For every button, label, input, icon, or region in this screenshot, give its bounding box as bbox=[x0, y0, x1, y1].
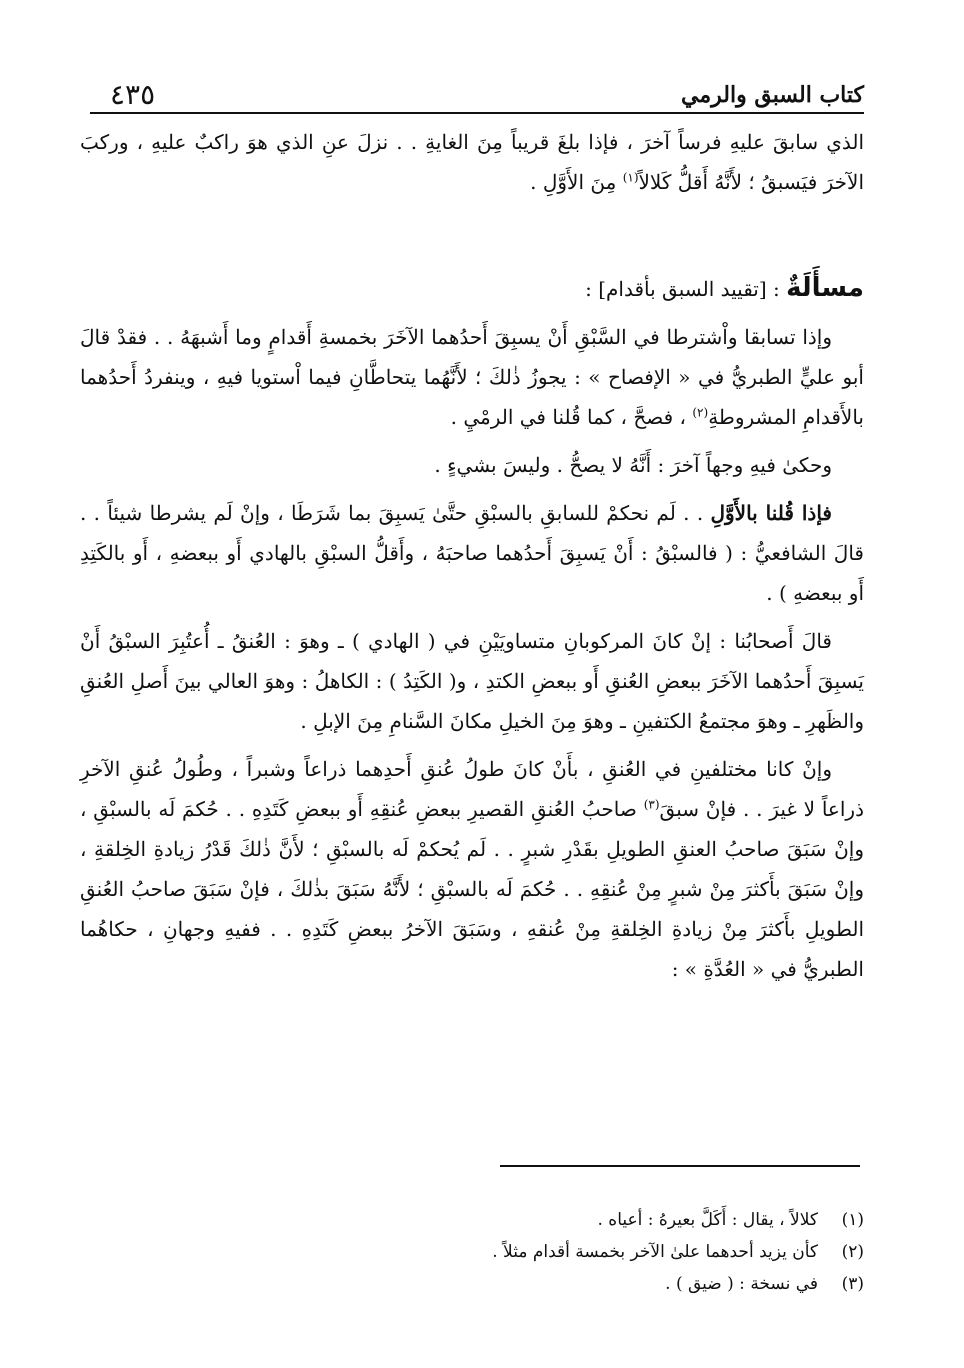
paragraph bbox=[80, 749, 864, 989]
footnote-rule bbox=[500, 1165, 860, 1167]
footnote-number: (٢) bbox=[841, 1242, 864, 1262]
paragraph-text: . . لَم نحكمْ للسابقِ بالسبْقِ حتَّىٰ يَسبِقَ بما شَرَطَا ، وإنْ لَم يشرطا شيئاً . . قالَ الشافعيُّ : ( فالسبْقُ : أَنْ يَسبِقَ أَحدُهما صاحبَهُ ، وأَقلُّ السبْقِ بالهادي أَو ببعضهِ ، أَو بالكَتِدِ أَو ببعضهِ ) . bbox=[80, 501, 864, 605]
paragraph-text: وإنْ كانا مختلفينِ في العُنقِ ، بأَنْ كانَ طولُ عُنقِ أَحدِهما ذراعاً وشبراً ، وطُولُ عُنقِ الآخرِ ذراعاً لا غيرَ . . فإنْ سبقَ bbox=[80, 757, 864, 821]
paragraph-continuation bbox=[80, 122, 864, 202]
footnote bbox=[300, 1236, 864, 1268]
footnote-ref: (١) bbox=[622, 170, 639, 185]
running-title: كتاب السبق والرمي bbox=[681, 82, 864, 108]
header-rule bbox=[90, 112, 864, 114]
footnote-text: كأن يزيد أحدهما علىٰ الآخر بخمسة أقدام مثلاً . bbox=[492, 1242, 818, 1262]
paragraph-text: الذي سابقَ عليهِ فرساً آخرَ ، فإذا بلغَ قريباً مِنَ الغايةِ . . نزلَ عنِ الذي هوَ راكبٌ عليهِ ، وركبَ الآخرَ فيَسبقُ ؛ لأَنَّهُ أَقلُّ كَلالاً bbox=[80, 130, 864, 194]
footnote-ref: (٢) bbox=[692, 405, 709, 420]
paragraph bbox=[80, 493, 864, 613]
footnote-number: (٣) bbox=[841, 1274, 864, 1294]
page-number: ٤٣٥ bbox=[110, 78, 156, 111]
paragraph-text: وإذا تسابقا واْشترطا في السَّبْقِ أَنْ يسبِقَ أَحدُهما الآخَرَ بخمسةِ أَقدامٍ وما أَشبهَهُ . . فقدْ قالَ أبو عليٍّ الطبريُّ في « الإفصاح » : يجوزُ ذٰلكَ ؛ لأَنَّهُما يتحاطَّانِ فيما اْستويا فيهِ ، وينفردُ أَحدُهما بالأَقدامِ المشروطةِ bbox=[80, 325, 864, 429]
paragraph bbox=[80, 317, 864, 437]
page-header bbox=[100, 72, 864, 112]
masala-word: مسأَلَةٌ bbox=[786, 273, 864, 303]
footnote bbox=[300, 1204, 864, 1236]
paragraph-text-end: ، فصحَّ ، كما قُلنا في الرمْيِ . bbox=[450, 405, 693, 429]
footnote-text: في نسخة : ( ضيق ) . bbox=[665, 1274, 818, 1294]
footnote-text: كلالاً ، يقال : أَكَلَّ بعيرهُ : أعياه . bbox=[597, 1210, 818, 1230]
paragraph: وحكىٰ فيهِ وجهاً آخرَ : أَنَّهُ لا يصحُّ . وليسَ بشيءٍ . bbox=[434, 453, 832, 477]
footnote-ref: (٣) bbox=[643, 797, 660, 812]
paragraph: قالَ أَصحابُنا : إنْ كانَ المركوبانِ متساويَيْنِ في ( الهادي ) ـ وهوَ : العُنقُ ـ أُعتُبِرَ السبْقُ أَنْ يَسبِقَ أَحدُهما الآخَرَ ببعضِ العُنقِ أَو ببعضِ الكتدِ ، و( الكَتِدُ ) : الكاهلُ : وهوَ العالي بينَ أَصلِ العُنقِ والظَهرِ ـ وهوَ مجتمعُ الكتفينِ ـ وهوَ مِنَ الخيلِ مكانَ السَّنامِ مِنَ الإبلِ . bbox=[80, 629, 864, 733]
main-text bbox=[80, 122, 864, 989]
footnote bbox=[300, 1268, 864, 1300]
paragraph-text-end: صاحبُ العُنقِ القصيرِ ببعضِ عُنقِهِ أَو ببعضِ كَتَدِهِ . . حُكمَ لَه بالسبْقِ ، وإنْ سَبَقَ صاحبُ العنقِ الطويلِ بقَدْرِ شبرٍ . . لَم يُحكمْ لَه بالسبْقِ ؛ لأَنَّ ذٰلكَ قَدْرُ زيادةِ الخِلقةِ ، وإنْ سَبَقَ بأَكثرَ مِنْ شبرٍ مِنْ عُنقِهِ . . حُكمَ لَه بالسبْقِ ؛ لأَنَّهُ سَبَقَ بذٰلكَ ، فإنْ سَبَقَ صاحبُ العُنقِ الطويلِ بأَكثرَ مِنْ زيادةِ الخِلقةِ مِنْ عُنقهِ ، وسَبَقَ الآخرُ ببعضِ كَتَدِهِ . . ففيهِ وجهانِ ، حكاهُما الطبريُّ في « العُدَّةِ » : bbox=[80, 797, 864, 981]
paragraph-text-end: مِنَ الأَوَّلِ . bbox=[530, 170, 623, 194]
footnotes bbox=[300, 1204, 864, 1300]
section-heading bbox=[80, 268, 864, 309]
footnote-number: (١) bbox=[841, 1210, 864, 1230]
section-subtitle: : [تقييد السبق بأقدام] : bbox=[585, 277, 787, 301]
bold-lead: فإذا قُلنا بالأَوَّلِ bbox=[710, 501, 832, 525]
